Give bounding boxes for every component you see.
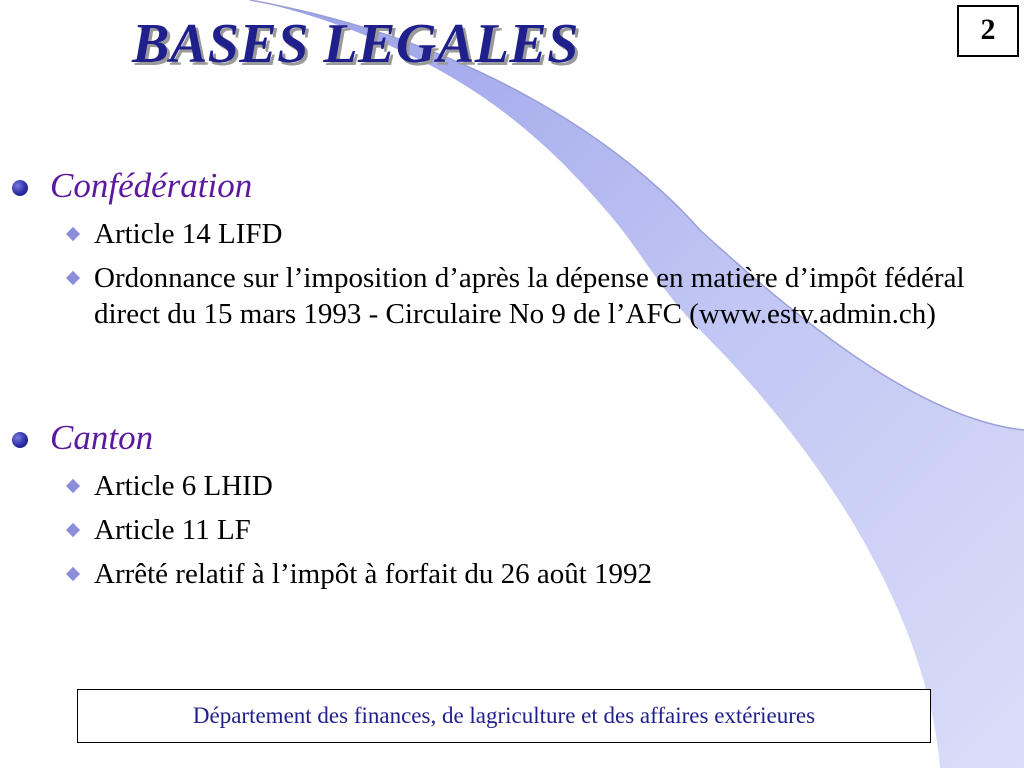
diamond-bullet-icon xyxy=(66,227,80,241)
section-confederation xyxy=(0,164,994,332)
diamond-bullet-icon xyxy=(66,271,80,285)
list-item-text: Article 14 LIFD xyxy=(94,218,283,250)
footer-text: Département des finances, de lagriculture et des affaires extérieures xyxy=(192,703,816,728)
list-item-text: Ordonnance sur l’imposition d’après la dépense en matière d’impôt fédéral direct du 15 mars 1993 - Circulaire No 9 de l’AFC (www.estv.admin.ch) xyxy=(94,262,965,330)
diamond-bullet-icon xyxy=(66,567,80,581)
slide-title: BASES LEGALES xyxy=(132,13,579,75)
list-item-text: Arrêté relatif à l’impôt à forfait du 26 août 1992 xyxy=(94,558,653,590)
page-number: 2 xyxy=(980,13,996,46)
footer-box xyxy=(77,689,931,743)
list-item xyxy=(0,556,994,592)
list-item xyxy=(0,260,989,332)
section-title: Confédération xyxy=(50,166,253,205)
list-item xyxy=(0,512,994,548)
list-item xyxy=(0,468,994,504)
section-item-list xyxy=(0,216,994,332)
page-number-box xyxy=(957,5,1019,57)
diamond-bullet-icon xyxy=(66,479,80,493)
section-heading xyxy=(0,416,994,460)
round-bullet-icon xyxy=(12,180,28,196)
section-heading xyxy=(0,164,994,208)
diamond-bullet-icon xyxy=(66,523,80,537)
list-item-text: Article 11 LF xyxy=(94,514,251,546)
list-item xyxy=(0,216,994,252)
round-bullet-icon xyxy=(12,432,28,448)
list-item-text: Article 6 LHID xyxy=(94,470,273,502)
section-canton xyxy=(0,416,994,592)
section-title: Canton xyxy=(50,418,154,457)
section-item-list xyxy=(0,468,994,592)
